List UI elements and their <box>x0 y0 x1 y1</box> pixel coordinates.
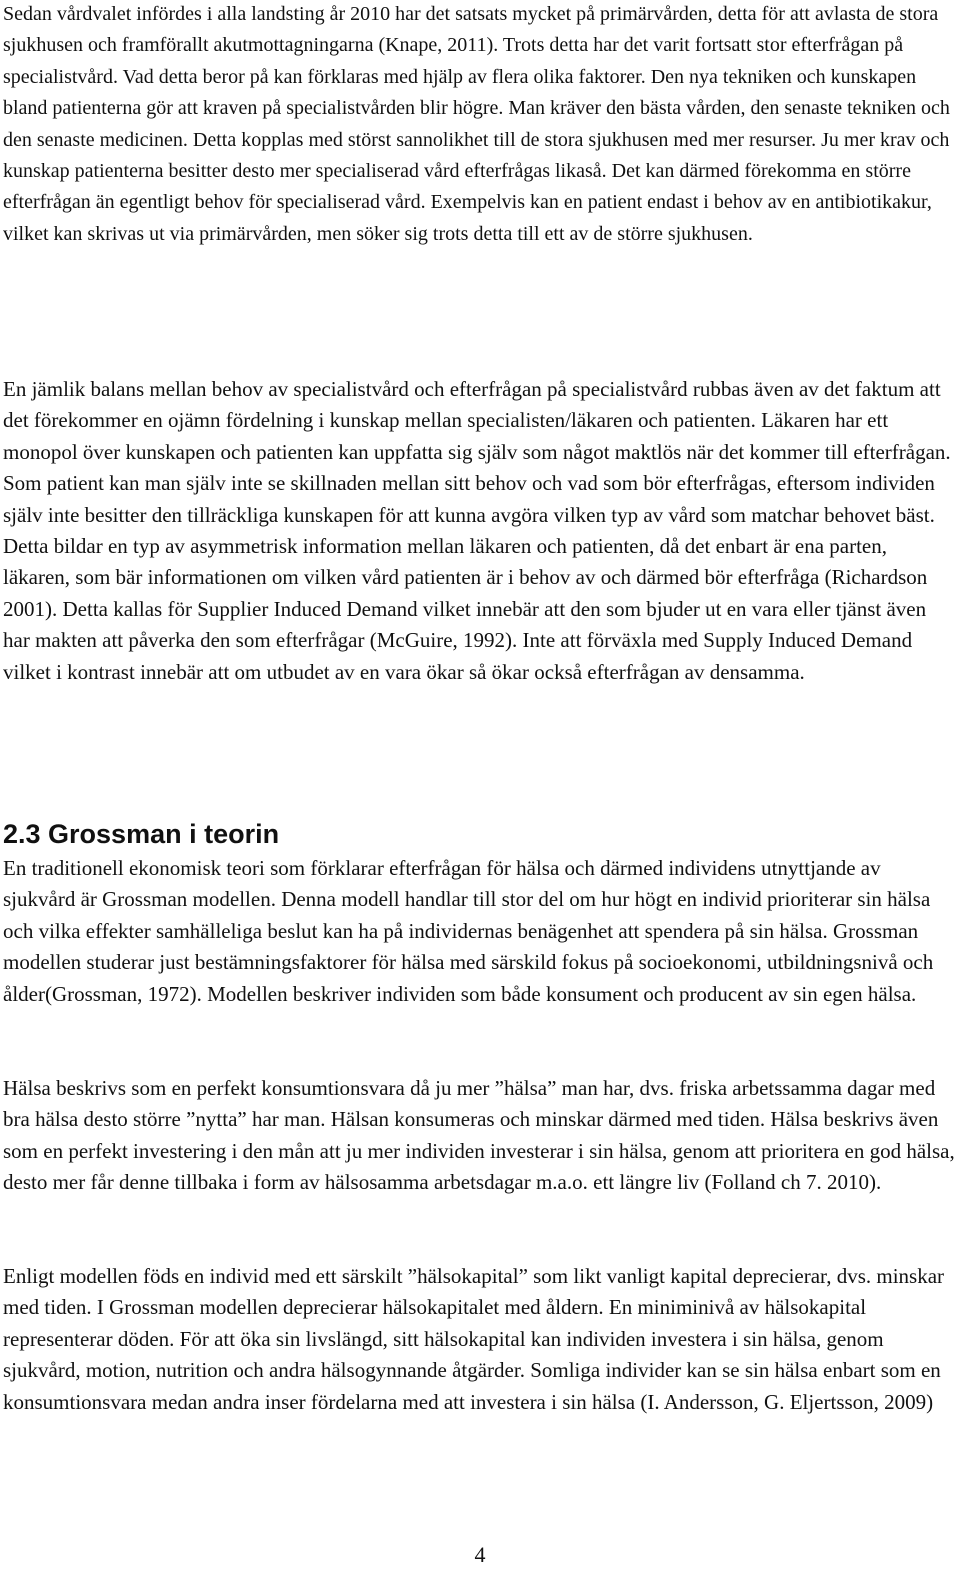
body-paragraph-information-asymmetry: En jämlik balans mellan behov av specialistvård och efterfrågan på specialistvård rubbas även av det faktum att det förekommer en ojämn fördelning i kunskap mellan specialisten/läkaren och patienten. Läkaren har ett monopol över kunskapen och patienten kan uppfatta sig själv som något maktlös när det kommer till efterfrågan. Som patient kan man själv inte se skillnaden mellan sitt behov och vad som bör efterfrågas, eftersom individen själv inte besitter den tillräckliga kunskapen för att kunna avgöra vilken typ av vård som matchar behovet bäst. Detta bildar en typ av asymmetrisk information mellan läkaren och patienten, då det enbart är ena parten, läkaren, som bär informationen om vilken vård patienten är i behov av och därmed bör efterfråga (Richardson 2001). Detta kallas för Supplier Induced Demand vilket innebär att den som bjuder ut en vara eller tjänst även har makten att påverka den som efterfrågar (McGuire, 1992). Inte att förväxla med Supply Induced Demand vilket i kontrast innebär att om utbudet av en vara ökar så ökar också efterfrågan av densamma. <box>3 377 951 684</box>
body-paragraph-primary-care: Sedan vårdvalet infördes i alla landsting år 2010 har det satsats mycket på primärvården, detta för att avlasta de stora sjukhusen och framförallt akutmottagningarna (Knape, 2011). Trots detta har det varit fortsatt stor efterfrågan på specialistvård. Vad detta beror på kan förklaras med hjälp av flera olika faktorer. Den nya tekniken och kunskapen bland patienterna gör att kraven på specialistvården blir högre. Man kräver den bästa vården, den senaste tekniken och den senaste medicinen. Detta kopplas med störst sannolikhet till de stora sjukhusen med mer resurser. Ju mer krav och kunskap patienterna besitter desto mer specialiserad vård efterfrågas likaså. Det kan därmed förekomma en större efterfrågan än egentligt behov för specialiserad vård. Exempelvis kan en patient endast i behov av en antibiotikakur, vilket kan skrivas ut via primärvården, men söker sig trots detta till ett av de större sjukhusen. <box>3 3 950 245</box>
body-paragraph-health-consumption: Hälsa beskrivs som en perfekt konsumtionsvara då ju mer ”hälsa” man har, dvs. friska arbetssamma dagar med bra hälsa desto större ”nytta” har man. Hälsan konsumeras och minskar därmed med tiden. Hälsa beskrivs även som en perfekt investering i den mån att ju mer individen investerar i sin hälsa, genom att prioritera en god hälsa, desto mer får denne tillbaka i form av hälsosamma arbetsdagar m.a.o. ett längre liv (Folland ch 7. 2010). <box>3 1076 955 1195</box>
body-paragraph-grossman-intro: En traditionell ekonomisk teori som förklarar efterfrågan för hälsa och därmed individens utnyttjande av sjukvård är Grossman modellen. Denna modell handlar till stor del om hur högt en individ prioriterar sin hälsa och vilka effekter samhälleliga beslut kan ha på individernas benägenhet att spendera på sin hälsa. Grossman modellen studerar just bestämningsfaktorer för hälsa med särskild fokus på socioekonomi, utbildningsnivå och ålder(Grossman, 1972). Modellen beskriver individen som både konsument och producent av sin egen hälsa. <box>3 856 934 1006</box>
body-paragraph-health-capital: Enligt modellen föds en individ med ett särskilt ”hälsokapital” som likt vanligt kapital deprecierar, dvs. minskar med tiden. I Grossman modellen deprecierar hälsokapitalet med åldern. En miniminivå av hälsokapital representerar döden. För att öka sin livslängd, sitt hälsokapital kan individen investera i sin hälsa, genom sjukvård, motion, nutrition och andra hälsogynnande åtgärder. Somliga individer kan se sin hälsa enbart som en konsumtionsvara medan andra inser fördelarna med att investera i sin hälsa (I. Andersson, G. Eljertsson, 2009) <box>3 1264 945 1414</box>
page-number: 4 <box>474 1542 486 1567</box>
section-heading: 2.3 Grossman i teorin <box>3 819 280 849</box>
